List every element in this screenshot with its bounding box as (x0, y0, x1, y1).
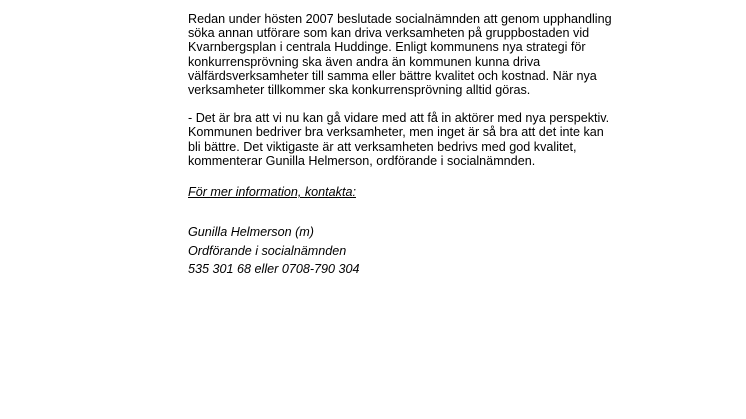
contact-name: Gunilla Helmerson (m) (188, 225, 314, 240)
paragraph-line: välfärdsverksamheter till samma eller bättre kvalitet och kostnad. När nya (188, 68, 597, 83)
paragraph-line: kommenterar Gunilla Helmerson, ordförande i socialnämnden. (188, 153, 536, 168)
paragraph-line: söka annan utförare som kan driva verksamheten på gruppbostaden vid (188, 26, 590, 41)
contact-heading: För mer information, kontakta: (188, 185, 356, 200)
contact-phone: 535 301 68 eller 0708-790 304 (188, 262, 360, 277)
contact-title: Ordförande i socialnämnden (188, 243, 347, 258)
paragraph-line: konkurrensprövning ska även andra än kommunen kunna driva (188, 54, 541, 69)
document-page (188, 12, 668, 279)
body-paragraph-1 (188, 12, 668, 97)
paragraph-line: verksamheter tillkommer ska konkurrensprövning alltid göras. (188, 83, 531, 98)
paragraph-line: bli bättre. Det viktigaste är att verksamheten bedrivs med god kvalitet, (188, 139, 577, 154)
paragraph-line: Kvarnbergsplan i centrala Huddinge. Enligt kommunens nya strategi för (188, 40, 586, 55)
paragraph-line: Kommunen bedriver bra verksamheter, men inget är så bra att det inte kan (188, 125, 604, 140)
contact-block (188, 223, 668, 279)
paragraph-line: Redan under hösten 2007 beslutade socialnämnden att genom upphandling (188, 12, 612, 26)
paragraph-line: - Det är bra att vi nu kan gå vidare med att få in aktörer med nya perspektiv. (188, 111, 610, 126)
body-paragraph-2 (188, 111, 668, 168)
